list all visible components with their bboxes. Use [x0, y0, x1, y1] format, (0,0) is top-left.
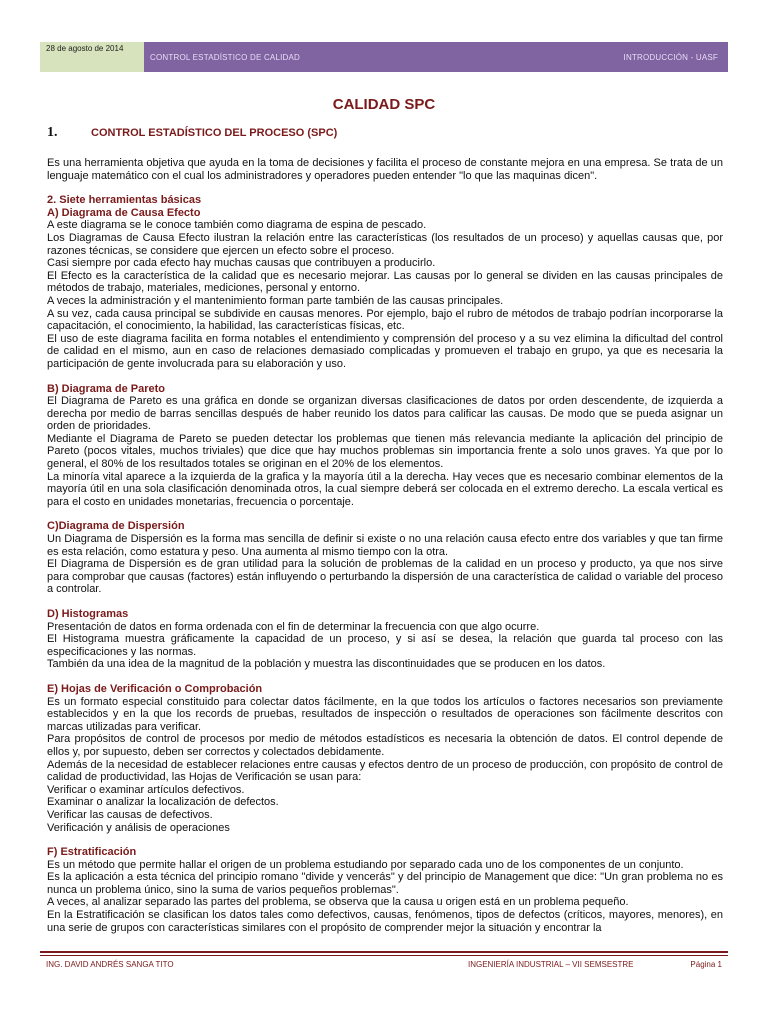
paragraph: A este diagrama se le conoce también como diagrama de espina de pescado. [47, 219, 427, 232]
paragraph: El Diagrama de Dispersión es de gran utilidad para la solución de problemas de la calidad en un proceso y producto, ya que nos sirve para comprobar que causas (factores) están influyendo o perturbando la dispersión de una característica de calidad o variable del proceso a controlar. [47, 558, 723, 596]
paragraph: Los Diagramas de Causa Efecto ilustran la relación entre las características (los resultados de un proceso) y aquellas causas que, por razones técnicas, se considere que ejercen un efecto sobre el proceso. [47, 231, 723, 257]
paragraph: Casi siempre por cada efecto hay muchas causas que contribuyen a producirlo. [47, 257, 436, 270]
document-body [47, 157, 723, 934]
subsection-d-heading: D) Histogramas [47, 608, 129, 620]
list-item: Verificación y análisis de operaciones [47, 821, 230, 834]
footer-page-number: Página 1 [690, 960, 722, 969]
document-title: CALIDAD SPC [332, 96, 436, 113]
page-header [40, 42, 728, 72]
paragraph: Es la aplicación a esta técnica del principio romano "divide y vencerás" y del principio de Management que dice: "Un gran problema no es nunca un problema único, sino la suma de varios pequeños problemas". [47, 871, 723, 896]
footer-course: INGENIERÍA INDUSTRIAL – VII SEMSESTRE [468, 960, 634, 969]
header-date: 28 de agosto de 2014 [40, 42, 144, 72]
list-item: Verificar las causas de defectivos. [47, 808, 213, 821]
paragraph: Mediante el Diagrama de Pareto se pueden detectar los problemas que tienen más relevancia mediante la aplicación del principio de Pareto (pocos vitales, muchos triviales) que dice que hay muchos problemas sin importancia frente a solo unos graves. Ya que por lo general, el 80% de los resultados totales se originan en el 20% de los elementos. [47, 432, 723, 471]
section-title: CONTROL ESTADÍSTICO DEL PROCESO (SPC) [91, 127, 338, 139]
section-number: 1. [47, 125, 58, 140]
paragraph: En la Estratificación se clasifican los datos tales como defectivos, causas, fenómenos, tipos de defectos (críticos, mayores, menores), en una serie de grupos con características similares con el propósito de comprender mejor la situación y encontrar la [47, 909, 723, 934]
header-right-title: INTRODUCCIÓN - UASF [623, 52, 718, 62]
paragraph: El Efecto es la característica de la calidad que es necesario mejorar. Las causas por lo general se dividen en las causas principales de métodos de trabajo, materiales, mediciones, personal y entorno. [47, 269, 723, 295]
list-item: Verificar o examinar artículos defectivos. [47, 783, 245, 796]
paragraph: La minoría vital aparece a la izquierda de la grafica y la mayoría útil a la derecha. Hay veces que es necesario combinar elementos de la mayoría útil en una sola clasificación denominada otros, la cual siempre deberá ser colocada en el extremo derecho. La escala vertical es para el costo en unidades monetarias, frecuencia o porcentaje. [47, 470, 723, 508]
subsection-c-heading: C)Diagrama de Dispersión [47, 520, 185, 533]
paragraph: Un Diagrama de Dispersión es la forma mas sencilla de definir si existe o no una relación causa efecto entre dos variables y que tan firme es esta relación, como estatura y peso. Una aumenta al mismo tiempo con la otra. [47, 533, 723, 558]
subsection-f-heading: F) Estratificación [47, 846, 137, 859]
intro-paragraph: Es una herramienta objetiva que ayuda en la toma de decisiones y facilita el proceso de constante mejora en una empresa. Se trata de un lenguaje matemático con el cual los administradores y operadores pueden entender "lo que las maquinas dicen". [47, 157, 723, 182]
section-2-heading: 2. Siete herramientas básicas [47, 194, 202, 207]
paragraph: El Diagrama de Pareto es una gráfica en donde se organizan diversas clasificaciones de datos por orden descendente, de izquierda a derecha por medio de barras sencillas después de haber reunido los datos para calificar las causas. De modo que se pueda asignar un orden de prioridades. [47, 395, 723, 433]
subsection-a-heading: A) Diagrama de Causa Efecto [47, 206, 201, 219]
paragraph: Es un método que permite hallar el origen de un problema estudiando por separado cada uno de los componentes de un conjunto. [47, 858, 684, 871]
section-1-heading [47, 125, 337, 141]
list-item: Examinar o analizar la localización de defectos. [47, 796, 279, 809]
paragraph: Es un formato especial constituido para colectar datos fácilmente, en la que todos los artículos o factores necesarios son previamente establecidos y en la que los records de pruebas, resultados de inspección o resultados de operaciones son fácilmente descritos con marcas utilizadas para verificar. [47, 695, 723, 733]
footer-author: ING. DAVID ANDRÉS SANGA TITO [46, 960, 174, 969]
paragraph: A veces la administración y el mantenimiento forman parte también de las causas principales. [47, 294, 504, 307]
paragraph: A su vez, cada causa principal se subdivide en causas menores. Por ejemplo, bajo el rubro de métodos de trabajo podrían incorporarse la capacitación, el conocimiento, la habilidad, las características físicas, etc. [47, 307, 723, 333]
paragraph: Para propósitos de control de procesos por medio de métodos estadísticos es necesaria la obtención de datos. El control depende de ellos y, por supuesto, deben ser correctos y colectados debidamente. [47, 733, 723, 758]
paragraph: También da una idea de la magnitud de la población y muestra las discontinuidades que se producen en los datos. [47, 658, 606, 671]
paragraph: A veces, al analizar separado las partes del problema, se observa que la causa u origen está en un problema pequeño. [47, 896, 629, 909]
paragraph: Presentación de datos en forma ordenada con el fin de determinar la frecuencia con que algo ocurre. [47, 620, 540, 633]
paragraph: El Histograma muestra gráficamente la capacidad de un proceso, y si así se desea, la relación que guarda tal proceso con las especificaciones y las normas. [47, 633, 723, 658]
footer-rule [40, 951, 728, 953]
subsection-e-heading: E) Hojas de Verificación o Comprobación [47, 682, 263, 695]
paragraph: Además de la necesidad de establecer relaciones entre causas y efectos dentro de un proceso de producción, con propósito de control de calidad de productividad, las Hojas de Verificación se usan para: [47, 758, 723, 784]
header-center-title: CONTROL ESTADÍSTICO DE CALIDAD [150, 52, 301, 62]
header-bar [144, 42, 728, 72]
footer-rule [40, 955, 728, 956]
subsection-b-heading: B) Diagrama de Pareto [47, 382, 165, 395]
paragraph: El uso de este diagrama facilita en forma notables el entendimiento y comprensión del proceso y a su vez elimina la dificultad del control de calidad en el mismo, aun en caso de relaciones demasiado complicadas y promueven el trabajo en grupo, ya que es necesaria la participación de gente involucrada para su elaboración y uso. [47, 332, 723, 370]
